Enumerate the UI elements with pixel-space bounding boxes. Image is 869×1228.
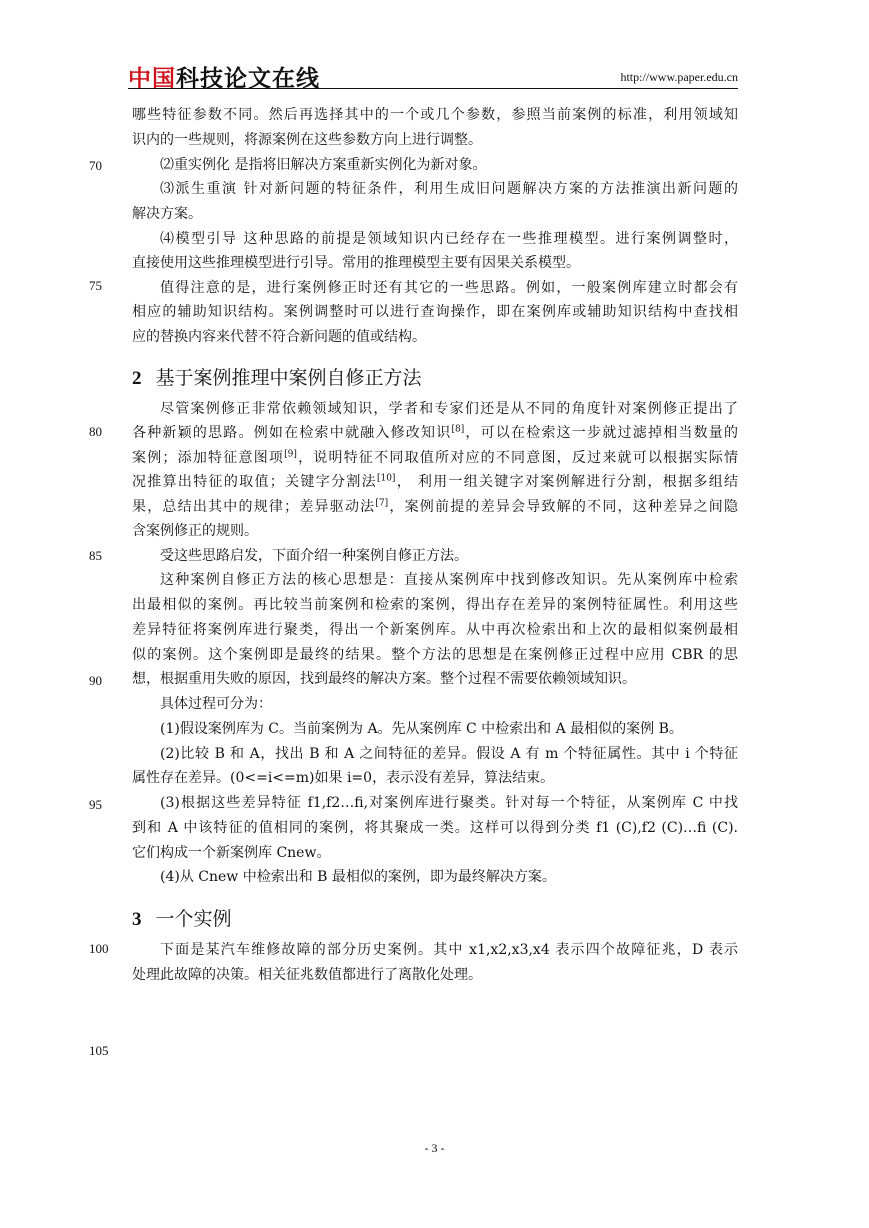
line-number: 105 [89,1043,109,1058]
step-line: 属性存在差异。(0<=i<=m)如果 i=0，表示没有差异，算法结束。 [132,770,555,786]
body-line: ⑷模型引导 这种思路的前提是领域知识内已经存在一些推理模型。进行案例调整时， [160,231,738,247]
body-line: 识内的一些规则，将源案例在这些参数方向上进行调整。 [132,132,482,148]
section-2-heading: 2 基于案例推理中案例自修正方法 [132,367,422,389]
body-line: 案例；添加特征意图项[9]，说明特征不同取值所对应的不同意图，反过来就可以根据实际情 [132,449,738,466]
body-line: 值得注意的是，进行案例修正时还有其它的一些思路。例如，一般案例库建立时都会有 [160,280,738,296]
page-number: - 3 - [424,1141,445,1155]
body-line: 尽管案例修正非常依赖领域知识，学者和专家们还是从不同的角度针对案例修正提出了 [160,401,738,417]
step-line: (1)假设案例库为 C。当前案例为 A。先从案例库 C 中检索出和 A 最相似的案例 B。 [160,721,683,737]
line-number: 85 [89,548,102,563]
body-line: 哪些特征参数不同。然后再选择其中的一个或几个参数，参照当前案例的标准，利用领域知 [132,107,738,123]
citation: [7] [375,498,389,509]
line-number: 100 [89,941,109,956]
body-line: 含案例修正的规则。 [132,523,258,539]
body-line: 似的案例。这个案例即是最终的结果。整个方法的思想是在案例修正过程中应用 CBR 的思 [132,647,738,663]
body-line: 解决方案。 [132,206,202,222]
step-line: (2)比较 B 和 A，找出 B 和 A 之间特征的差异。假设 A 有 m 个特征属性。其中 i 个特征 [160,746,738,762]
citation: [9] [284,449,297,460]
body-line: 想，根据重用失败的原因，找到最终的解决方案。整个过程不需要依赖领域知识。 [132,671,636,687]
step-line: (4)从 Cnew 中检索出和 B 最相似的案例，即为最终解决方案。 [160,869,556,885]
body-line: ⑶派生重演 针对新问题的特征条件，利用生成旧问题解决方案的方法推演出新问题的 [160,181,738,197]
body-line: 果，总结出其中的规律；差异驱动法[7]，案例前提的差异会导致解的不同，这种差异之间隐 [132,498,738,515]
line-number: 90 [89,673,102,688]
body-line: 下面是某汽车维修故障的部分历史案例。其中 x1,x2,x3,x4 表示四个故障征兆，D 表示 [160,942,738,958]
step-line: 它们构成一个新案例库 Cnew。 [132,845,331,861]
line-number: 70 [89,158,102,173]
body-line: 相应的辅助知识结构。案例调整时可以进行查询操作，即在案例库或辅助知识结构中查找相 [132,304,738,320]
body-line: 况推算出特征的取值；关键字分割法[10]， 利用一组关键字对案例解进行分割，根据多组结 [132,473,738,490]
body-line: 差异特征将案例库进行聚类，得出一个新案例库。从中再次检索出和上次的最相似案例最相 [132,622,738,638]
body-line: 各种新颖的思路。例如在检索中就融入修改知识[8]，可以在检索这一步就过滤掉相当数量的 [132,424,738,441]
header-rule [128,88,738,89]
line-number: 95 [89,797,102,812]
line-number: 75 [89,278,102,293]
line-number: 80 [89,424,102,439]
body-line: 受这些思路启发，下面介绍一种案例自修正方法。 [160,548,468,564]
citation: [10] [376,473,396,484]
citation: [8] [451,424,465,435]
body-line: ⑵重实例化 是指将旧解决方案重新实例化为新对象。 [160,157,487,173]
body-line: 处理此故障的决策。相关征兆数值都进行了离散化处理。 [132,967,482,983]
body-line: 出最相似的案例。再比较当前案例和检索的案例，得出存在差异的案例特征属性。利用这些 [132,597,738,613]
header-url: http://www.paper.edu.cn [620,70,738,84]
body-line: 直接使用这些推理模型进行引导。常用的推理模型主要有因果关系模型。 [132,255,580,271]
body-line: 这种案例自修正方法的核心思想是：直接从案例库中找到修改知识。先从案例库中检索 [160,572,738,588]
section-3-heading: 3 一个实例 [132,908,232,930]
body-line: 具体过程可分为： [160,696,272,712]
step-line: 到和 A 中该特征的值相同的案例，将其聚成一类。这样可以得到分类 f1 (C),f2 (C)…fi (C). [132,820,738,836]
step-line: (3)根据这些差异特征 f1,f2…fi,对案例库进行聚类。针对每一个特征，从案例库 C 中找 [160,795,738,811]
body-line: 应的替换内容来代替不符合新问题的值或结构。 [132,329,426,345]
journal-logo: 中国科技论文在线 [128,66,320,92]
